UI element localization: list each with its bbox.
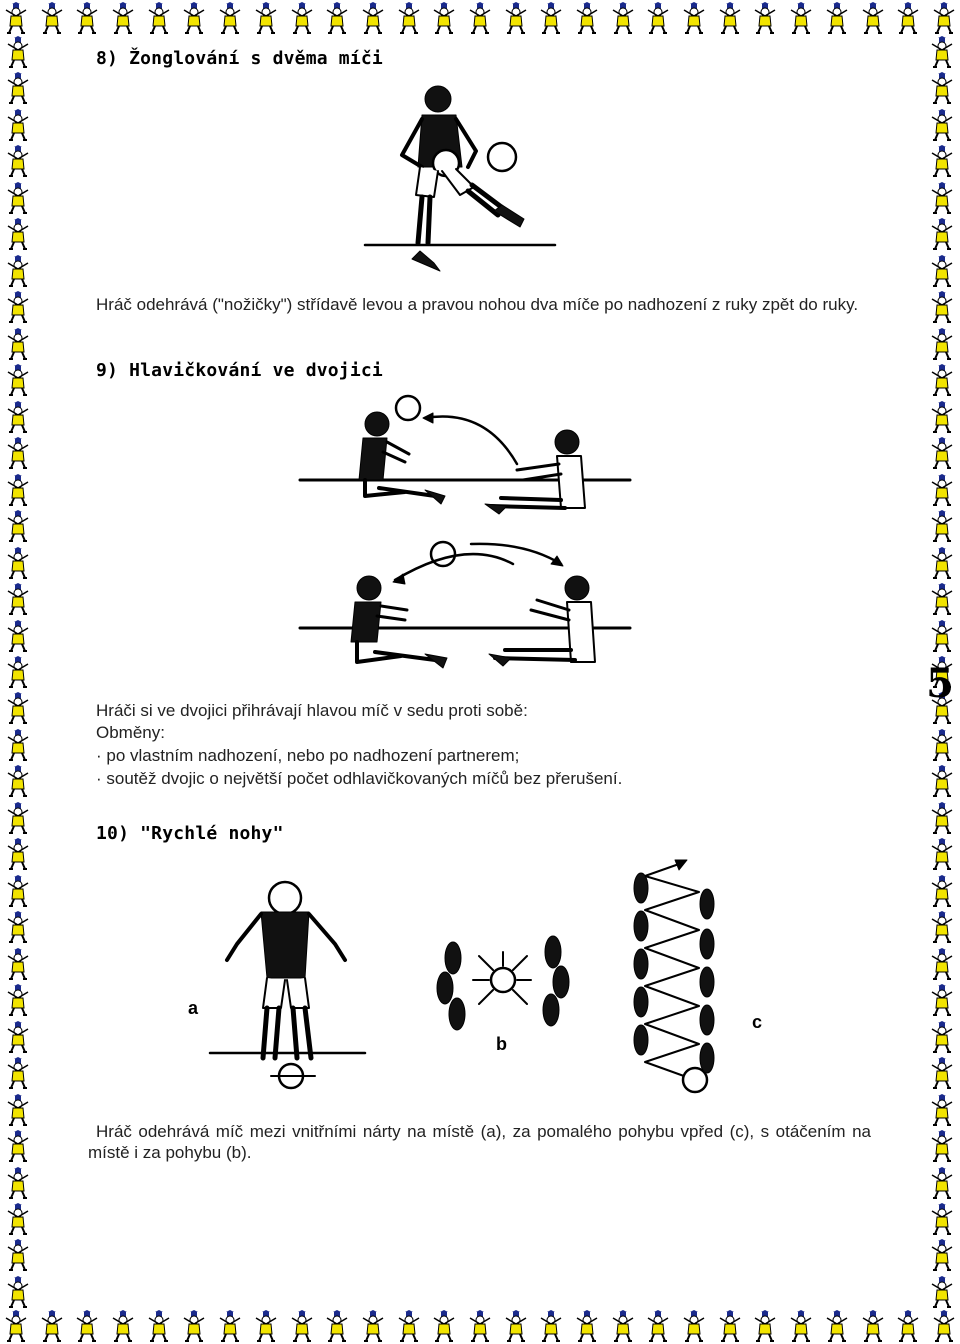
cartoon-figure-icon bbox=[928, 1021, 956, 1053]
cartoon-figure-icon bbox=[928, 1167, 956, 1199]
section-10-text: Hráč odehrává míč mezi vnitřními nárty na místě (a), za pomalého pohybu vpřed (c), s otáčením na místě i za pohybu (b). bbox=[88, 1122, 871, 1162]
cartoon-figure-icon bbox=[609, 1310, 637, 1342]
cartoon-figure-icon bbox=[4, 109, 32, 141]
cartoon-figure-icon bbox=[395, 1310, 423, 1342]
cartoon-figure-icon bbox=[216, 2, 244, 34]
section-8-title: 8) Žonglování s dvěma míči bbox=[96, 48, 383, 69]
cartoon-figure-icon bbox=[395, 2, 423, 34]
cartoon-figure-icon bbox=[4, 802, 32, 834]
cartoon-figure-icon bbox=[4, 218, 32, 250]
page-number: 5 bbox=[926, 660, 954, 707]
cartoon-figure-icon bbox=[4, 692, 32, 724]
cartoon-figure-icon bbox=[823, 2, 851, 34]
cartoon-figure-icon bbox=[609, 2, 637, 34]
cartoon-figure-icon bbox=[216, 1310, 244, 1342]
cartoon-figure-icon bbox=[4, 583, 32, 615]
cartoon-figure-icon bbox=[680, 2, 708, 34]
border-top bbox=[0, 0, 960, 36]
cartoon-figure-icon bbox=[2, 1310, 30, 1342]
cartoon-figure-icon bbox=[928, 1057, 956, 1089]
cartoon-figure-icon bbox=[502, 2, 530, 34]
cartoon-figure-icon bbox=[4, 255, 32, 287]
cartoon-figure-icon bbox=[928, 1276, 956, 1308]
cartoon-figure-icon bbox=[4, 510, 32, 542]
cartoon-figure-icon bbox=[323, 2, 351, 34]
cartoon-figure-icon bbox=[359, 1310, 387, 1342]
cartoon-figure-icon bbox=[573, 2, 601, 34]
cartoon-figure-icon bbox=[4, 291, 32, 323]
cartoon-figure-icon bbox=[4, 656, 32, 688]
cartoon-figure-icon bbox=[928, 984, 956, 1016]
cartoon-figure-icon bbox=[359, 2, 387, 34]
cartoon-figure-icon bbox=[644, 2, 672, 34]
cartoon-figure-icon bbox=[751, 2, 779, 34]
cartoon-figure-icon bbox=[716, 2, 744, 34]
cartoon-figure-icon bbox=[109, 1310, 137, 1342]
cartoon-figure-icon bbox=[73, 1310, 101, 1342]
cartoon-figure-icon bbox=[787, 2, 815, 34]
cartoon-figure-icon bbox=[573, 1310, 601, 1342]
cartoon-figure-icon bbox=[4, 1094, 32, 1126]
cartoon-figure-icon bbox=[4, 182, 32, 214]
quick-feet-illustration bbox=[175, 848, 785, 1110]
cartoon-figure-icon bbox=[928, 948, 956, 980]
cartoon-figure-icon bbox=[928, 875, 956, 907]
cartoon-figure-icon bbox=[928, 1239, 956, 1271]
cartoon-figure-icon bbox=[4, 328, 32, 360]
cartoon-figure-icon bbox=[716, 1310, 744, 1342]
cartoon-figure-icon bbox=[644, 1310, 672, 1342]
cartoon-figure-icon bbox=[928, 620, 956, 652]
cartoon-figure-icon bbox=[928, 72, 956, 104]
cartoon-figure-icon bbox=[930, 2, 958, 34]
border-bottom bbox=[0, 1308, 960, 1344]
cartoon-figure-icon bbox=[38, 2, 66, 34]
cartoon-figure-icon bbox=[4, 984, 32, 1016]
heading-pairs-illustration bbox=[295, 388, 635, 688]
cartoon-figure-icon bbox=[928, 547, 956, 579]
cartoon-figure-icon bbox=[4, 1276, 32, 1308]
cartoon-figure-icon bbox=[928, 255, 956, 287]
cartoon-figure-icon bbox=[2, 2, 30, 34]
cartoon-figure-icon bbox=[928, 401, 956, 433]
cartoon-figure-icon bbox=[751, 1310, 779, 1342]
cartoon-figure-icon bbox=[928, 364, 956, 396]
cartoon-figure-icon bbox=[894, 1310, 922, 1342]
cartoon-figure-icon bbox=[145, 2, 173, 34]
cartoon-figure-icon bbox=[4, 547, 32, 579]
cartoon-figure-icon bbox=[145, 1310, 173, 1342]
cartoon-figure-icon bbox=[288, 2, 316, 34]
cartoon-figure-icon bbox=[73, 2, 101, 34]
cartoon-figure-icon bbox=[928, 1130, 956, 1162]
cartoon-figure-icon bbox=[4, 1203, 32, 1235]
cartoon-figure-icon bbox=[180, 2, 208, 34]
cartoon-figure-icon bbox=[787, 1310, 815, 1342]
cartoon-figure-icon bbox=[4, 948, 32, 980]
cartoon-figure-icon bbox=[4, 765, 32, 797]
cartoon-figure-icon bbox=[4, 474, 32, 506]
section-8-text: Hráč odehrává ("nožičky") střídavě levou a pravou nohou dva míče po nadhození z ruky zpět do ruky. bbox=[96, 295, 859, 314]
label-c: c bbox=[752, 1012, 763, 1032]
cartoon-figure-icon bbox=[928, 145, 956, 177]
cartoon-figure-icon bbox=[4, 1239, 32, 1271]
cartoon-figure-icon bbox=[928, 583, 956, 615]
section-9-variant-1: · po vlastním nadhození, nebo po nadhození partnerem; bbox=[96, 746, 520, 765]
cartoon-figure-icon bbox=[4, 911, 32, 943]
cartoon-figure-icon bbox=[4, 1167, 32, 1199]
label-b: b bbox=[496, 1034, 507, 1054]
section-9-text: Hráči si ve dvojici přihrávají hlavou míč v sedu proti sobě: bbox=[96, 701, 528, 720]
cartoon-figure-icon bbox=[894, 2, 922, 34]
section-9-variants-title: Obměny: bbox=[96, 723, 165, 742]
juggling-two-balls-illustration bbox=[360, 75, 560, 285]
cartoon-figure-icon bbox=[4, 145, 32, 177]
cartoon-figure-icon bbox=[4, 838, 32, 870]
cartoon-figure-icon bbox=[466, 1310, 494, 1342]
cartoon-figure-icon bbox=[252, 2, 280, 34]
cartoon-figure-icon bbox=[537, 2, 565, 34]
cartoon-figure-icon bbox=[109, 2, 137, 34]
cartoon-figure-icon bbox=[430, 2, 458, 34]
cartoon-figure-icon bbox=[4, 1130, 32, 1162]
section-9-title: 9) Hlavičkování ve dvojici bbox=[96, 360, 383, 381]
cartoon-figure-icon bbox=[928, 510, 956, 542]
cartoon-figure-icon bbox=[928, 474, 956, 506]
cartoon-figure-icon bbox=[4, 620, 32, 652]
cartoon-figure-icon bbox=[4, 36, 32, 68]
cartoon-figure-icon bbox=[502, 1310, 530, 1342]
cartoon-figure-icon bbox=[4, 364, 32, 396]
cartoon-figure-icon bbox=[928, 437, 956, 469]
cartoon-figure-icon bbox=[288, 1310, 316, 1342]
cartoon-figure-icon bbox=[928, 182, 956, 214]
cartoon-figure-icon bbox=[4, 401, 32, 433]
section-10-title: 10) "Rychlé nohy" bbox=[96, 823, 284, 844]
cartoon-figure-icon bbox=[38, 1310, 66, 1342]
cartoon-figure-icon bbox=[928, 328, 956, 360]
cartoon-figure-icon bbox=[928, 291, 956, 323]
cartoon-figure-icon bbox=[4, 1057, 32, 1089]
cartoon-figure-icon bbox=[928, 1203, 956, 1235]
cartoon-figure-icon bbox=[859, 1310, 887, 1342]
cartoon-figure-icon bbox=[4, 437, 32, 469]
cartoon-figure-icon bbox=[928, 36, 956, 68]
cartoon-figure-icon bbox=[323, 1310, 351, 1342]
cartoon-figure-icon bbox=[928, 838, 956, 870]
section-9-variant-2: · soutěž dvojic o největší počet odhlavičkovaných míčů bez přerušení. bbox=[96, 769, 623, 788]
cartoon-figure-icon bbox=[930, 1310, 958, 1342]
cartoon-figure-icon bbox=[680, 1310, 708, 1342]
cartoon-figure-icon bbox=[928, 1094, 956, 1126]
label-a: a bbox=[188, 998, 199, 1018]
cartoon-figure-icon bbox=[4, 72, 32, 104]
cartoon-figure-icon bbox=[180, 1310, 208, 1342]
cartoon-figure-icon bbox=[928, 911, 956, 943]
cartoon-figure-icon bbox=[537, 1310, 565, 1342]
cartoon-figure-icon bbox=[928, 765, 956, 797]
cartoon-figure-icon bbox=[252, 1310, 280, 1342]
cartoon-figure-icon bbox=[4, 729, 32, 761]
cartoon-figure-icon bbox=[928, 729, 956, 761]
cartoon-figure-icon bbox=[823, 1310, 851, 1342]
border-left bbox=[0, 36, 36, 1308]
cartoon-figure-icon bbox=[466, 2, 494, 34]
cartoon-figure-icon bbox=[928, 109, 956, 141]
cartoon-figure-icon bbox=[928, 802, 956, 834]
cartoon-figure-icon bbox=[859, 2, 887, 34]
cartoon-figure-icon bbox=[430, 1310, 458, 1342]
cartoon-figure-icon bbox=[4, 875, 32, 907]
cartoon-figure-icon bbox=[4, 1021, 32, 1053]
cartoon-figure-icon bbox=[928, 218, 956, 250]
